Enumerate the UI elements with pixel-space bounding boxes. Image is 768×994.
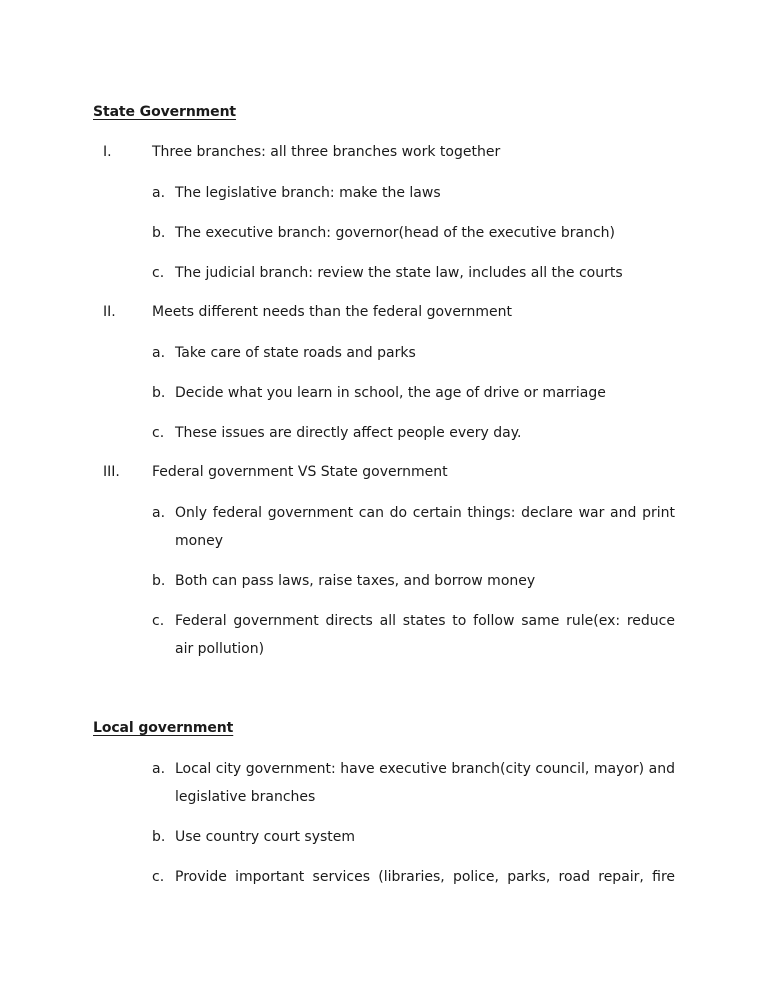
- sub-item-text: Local city government: have executive branch(city council, mayor) and legislative branches: [175, 761, 675, 805]
- sub-item-3b: [152, 567, 675, 595]
- sub-item-1b: [152, 219, 675, 247]
- sub-item-marker: a.: [152, 345, 166, 361]
- sub-item-3c: [152, 607, 675, 663]
- sub-item-text: Provide important services (libraries, police, parks, road repair, fire: [175, 869, 675, 885]
- sub-item-1a: [152, 179, 675, 207]
- sub-item-1c: [152, 259, 675, 287]
- outline-item-text: Federal government VS State government: [152, 464, 448, 480]
- sub-item-marker: a.: [152, 185, 166, 201]
- sub-item-marker: c.: [152, 425, 165, 441]
- sub-item-text: The legislative branch: make the laws: [175, 185, 441, 201]
- sub-item-text: Use country court system: [175, 829, 356, 845]
- sub-item-text: Decide what you learn in school, the age of drive or marriage: [175, 385, 606, 401]
- sub-item-marker: b.: [152, 225, 166, 241]
- sub-item-3a: [152, 499, 675, 555]
- sub-item-text: Take care of state roads and parks: [175, 345, 416, 361]
- roman-numeral: I.: [103, 144, 112, 160]
- sub-item-marker: b.: [152, 829, 166, 845]
- sub-item-marker: c.: [152, 613, 165, 629]
- sub-item-text: Federal government directs all states to follow same rule(ex: reduce air pollution): [175, 613, 675, 657]
- outline-item-text: Meets different needs than the federal government: [152, 304, 512, 320]
- sub-item-marker: c.: [152, 265, 165, 281]
- roman-numeral: II.: [103, 304, 116, 320]
- sub-item-local-b: [152, 823, 675, 851]
- section-heading-state-government: State Government: [93, 104, 237, 120]
- section-heading-local-government: Local government: [93, 720, 234, 736]
- sub-item-marker: b.: [152, 573, 166, 589]
- sub-item-2a: [152, 339, 675, 367]
- sub-item-marker: a.: [152, 761, 166, 777]
- sub-item-text: These issues are directly affect people every day.: [175, 425, 522, 441]
- sub-item-2b: [152, 379, 675, 407]
- sub-item-local-c: [152, 863, 675, 891]
- sub-item-marker: c.: [152, 869, 165, 885]
- outline-item-text: Three branches: all three branches work together: [152, 144, 501, 160]
- sub-item-text: Only federal government can do certain things: declare war and print money: [175, 505, 675, 549]
- sub-item-text: The executive branch: governor(head of the executive branch): [175, 225, 616, 241]
- roman-numeral: III.: [103, 464, 120, 480]
- sub-item-marker: b.: [152, 385, 166, 401]
- sub-item-local-a: [152, 755, 675, 811]
- sub-item-text: The judicial branch: review the state law, includes all the courts: [175, 265, 623, 281]
- sub-item-text: Both can pass laws, raise taxes, and borrow money: [175, 573, 536, 589]
- sub-item-marker: a.: [152, 505, 166, 521]
- sub-item-2c: [152, 419, 675, 447]
